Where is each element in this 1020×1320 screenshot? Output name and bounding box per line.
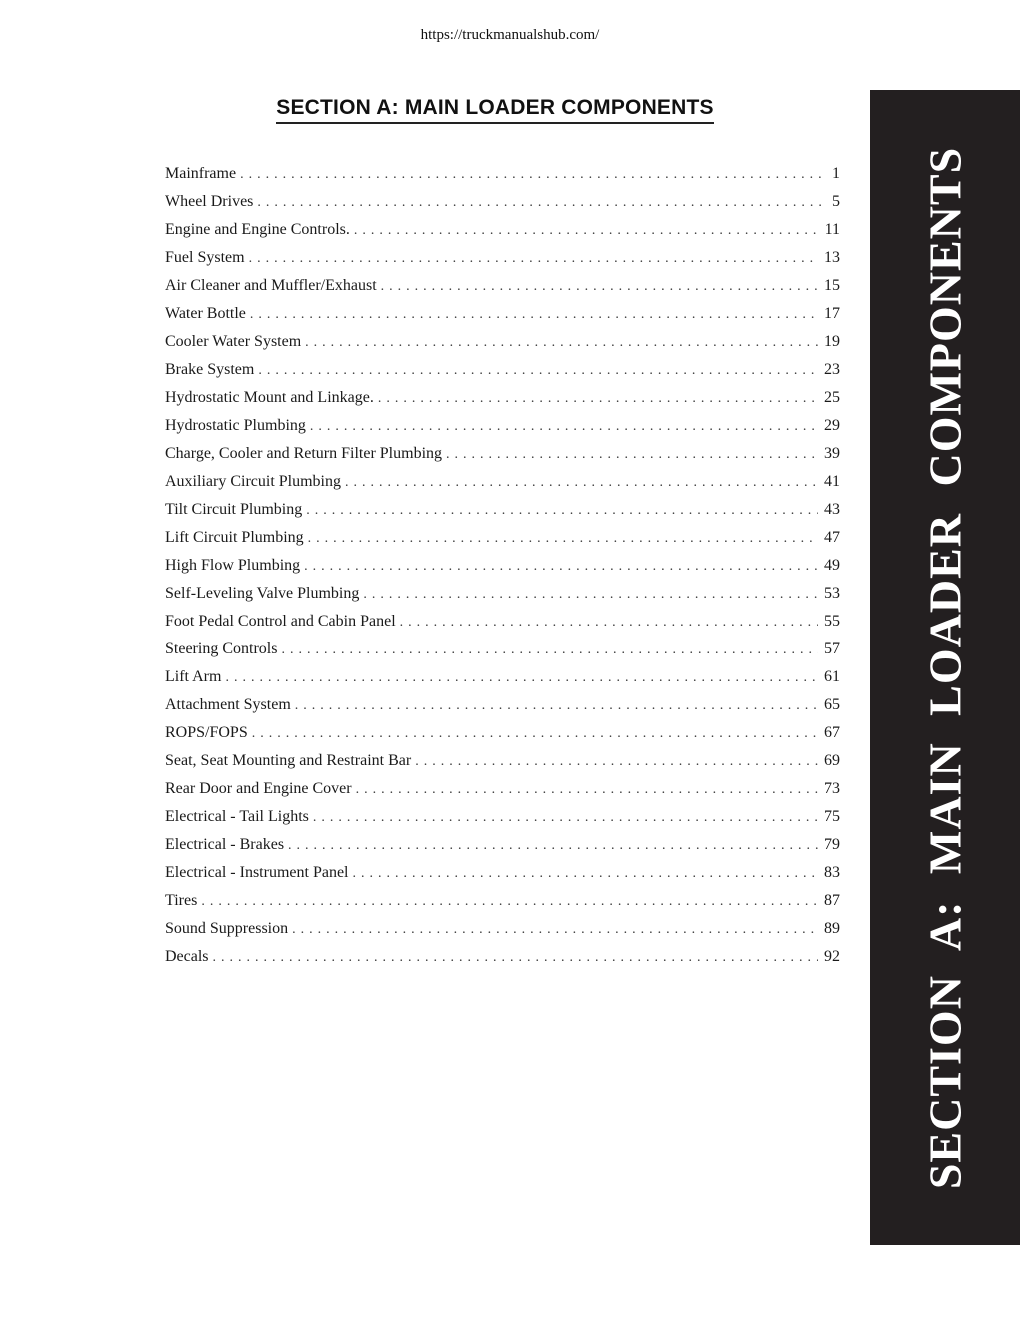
toc-entry[interactable] xyxy=(165,496,840,524)
toc-entry-page-number: 61 xyxy=(824,668,840,686)
toc-entry[interactable] xyxy=(165,440,840,468)
toc-entry-title: Water Bottle xyxy=(165,304,246,322)
toc-entry-page-number: 79 xyxy=(824,836,840,854)
toc-entry-page-number: 19 xyxy=(824,332,840,350)
toc-dot-leader xyxy=(313,804,818,831)
toc-entry[interactable] xyxy=(165,831,840,859)
toc-dot-leader xyxy=(213,944,818,971)
toc-dot-leader xyxy=(356,776,818,803)
section-title-text: SECTION A: MAIN LOADER COMPONENTS xyxy=(276,96,714,124)
toc-entry[interactable] xyxy=(165,803,840,831)
toc-entry-title: Engine and Engine Controls. xyxy=(165,220,350,238)
toc-entry-page-number: 75 xyxy=(824,808,840,826)
toc-dot-leader xyxy=(201,888,818,915)
toc-dot-leader xyxy=(306,497,818,524)
source-url: https://truckmanualshub.com/ xyxy=(420,27,600,43)
toc-entry-page-number: 89 xyxy=(824,920,840,938)
toc-entry-page-number: 13 xyxy=(824,248,840,266)
toc-dot-leader xyxy=(292,916,818,943)
toc-entry-page-number: 17 xyxy=(824,304,840,322)
toc-entry[interactable] xyxy=(165,412,840,440)
toc-dot-leader xyxy=(308,525,818,552)
toc-entry-title: Wheel Drives xyxy=(165,192,254,210)
table-of-contents xyxy=(165,160,840,971)
toc-dot-leader xyxy=(363,581,818,608)
toc-entry[interactable] xyxy=(165,300,840,328)
toc-entry-title: Steering Controls xyxy=(165,640,278,658)
toc-entry-page-number: 55 xyxy=(824,612,840,630)
toc-entry[interactable] xyxy=(165,663,840,691)
toc-dot-leader xyxy=(257,189,826,216)
toc-entry-title: ROPS/FOPS xyxy=(165,724,248,742)
toc-entry[interactable] xyxy=(165,524,840,552)
toc-entry[interactable] xyxy=(165,747,840,775)
toc-entry-page-number: 39 xyxy=(824,444,840,462)
toc-dot-leader xyxy=(446,441,818,468)
toc-entry[interactable] xyxy=(165,719,840,747)
toc-entry-page-number: 15 xyxy=(824,276,840,294)
toc-dot-leader xyxy=(295,692,818,719)
toc-entry[interactable] xyxy=(165,943,840,971)
toc-entry-title: Brake System xyxy=(165,360,255,378)
toc-entry[interactable] xyxy=(165,859,840,887)
toc-dot-leader xyxy=(352,860,818,887)
toc-entry[interactable] xyxy=(165,160,840,188)
toc-entry[interactable] xyxy=(165,244,840,272)
toc-entry-title: Hydrostatic Plumbing xyxy=(165,416,306,434)
section-side-tab xyxy=(870,90,1020,1245)
toc-dot-leader xyxy=(281,636,818,663)
toc-entry[interactable] xyxy=(165,328,840,356)
toc-entry-page-number: 53 xyxy=(824,584,840,602)
toc-entry-title: Lift Circuit Plumbing xyxy=(165,528,304,546)
toc-entry-title: Foot Pedal Control and Cabin Panel xyxy=(165,612,396,630)
toc-dot-leader xyxy=(378,385,818,412)
toc-entry-title: Decals xyxy=(165,948,209,966)
toc-entry[interactable] xyxy=(165,384,840,412)
toc-dot-leader xyxy=(304,553,818,580)
toc-entry-page-number: 23 xyxy=(824,360,840,378)
toc-entry-title: Hydrostatic Mount and Linkage. xyxy=(165,388,374,406)
toc-entry-title: Mainframe xyxy=(165,165,237,182)
toc-dot-leader xyxy=(381,273,818,300)
toc-entry-page-number: 87 xyxy=(824,892,840,910)
toc-dot-leader xyxy=(345,469,818,496)
toc-entry-page-number: 41 xyxy=(824,472,840,490)
toc-entry-page-number: 47 xyxy=(824,528,840,546)
toc-entry-title: Cooler Water System xyxy=(165,332,302,350)
toc-entry-title: Electrical - Tail Lights xyxy=(165,808,309,826)
toc-entry-title: High Flow Plumbing xyxy=(165,556,301,574)
toc-entry[interactable] xyxy=(165,691,840,719)
toc-entry-page-number: 92 xyxy=(824,948,840,966)
toc-entry-title: Air Cleaner and Muffler/Exhaust xyxy=(165,276,377,294)
toc-dot-leader xyxy=(240,161,826,188)
toc-dot-leader xyxy=(310,413,818,440)
toc-entry[interactable] xyxy=(165,188,840,216)
toc-entry-page-number: 67 xyxy=(824,724,840,742)
toc-entry-page-number: 11 xyxy=(824,220,840,238)
toc-entry[interactable] xyxy=(165,216,840,244)
toc-dot-leader xyxy=(225,664,818,691)
toc-dot-leader xyxy=(354,217,819,244)
toc-dot-leader xyxy=(252,720,818,747)
toc-entry-title: Attachment System xyxy=(165,696,291,714)
section-title xyxy=(0,96,990,124)
toc-entry-page-number: 73 xyxy=(824,780,840,798)
toc-entry-title: Sound Suppression xyxy=(165,920,289,938)
toc-entry-title: Lift Arm xyxy=(165,668,222,686)
toc-entry-page-number: 29 xyxy=(824,416,840,434)
toc-entry-title: Rear Door and Engine Cover xyxy=(165,780,352,798)
toc-dot-leader xyxy=(305,329,818,356)
toc-entry-page-number: 49 xyxy=(824,556,840,574)
toc-entry-page-number: 69 xyxy=(824,752,840,770)
toc-entry-title: Tires xyxy=(165,892,198,910)
toc-entry[interactable] xyxy=(165,608,840,636)
toc-entry[interactable] xyxy=(165,915,840,943)
toc-entry-title: Self-Leveling Valve Plumbing xyxy=(165,584,360,602)
toc-entry-title: Charge, Cooler and Return Filter Plumbing xyxy=(165,444,443,462)
toc-dot-leader xyxy=(250,301,818,328)
section-side-tab-label: SECTION A: MAIN LOADER COMPONENTS xyxy=(919,146,971,1189)
toc-entry-title: Electrical - Brakes xyxy=(165,836,285,854)
toc-entry-title: Seat, Seat Mounting and Restraint Bar xyxy=(165,752,412,770)
toc-entry-title: Tilt Circuit Plumbing xyxy=(165,500,303,518)
toc-entry[interactable] xyxy=(165,552,840,580)
toc-entry-page-number: 57 xyxy=(824,640,840,658)
toc-entry-page-number: 5 xyxy=(832,192,840,210)
toc-dot-leader xyxy=(249,245,818,272)
toc-dot-leader xyxy=(288,832,818,859)
toc-entry[interactable] xyxy=(165,635,840,663)
toc-entry-page-number: 1 xyxy=(832,165,840,182)
toc-entry-title: Fuel System xyxy=(165,248,245,266)
toc-entry-title: Auxiliary Circuit Plumbing xyxy=(165,472,341,490)
toc-entry[interactable] xyxy=(165,580,840,608)
toc-entry[interactable] xyxy=(165,775,840,803)
toc-entry-page-number: 83 xyxy=(824,864,840,882)
toc-dot-leader xyxy=(415,748,818,775)
toc-entry-page-number: 25 xyxy=(824,388,840,406)
toc-entry[interactable] xyxy=(165,272,840,300)
toc-entry-page-number: 65 xyxy=(824,696,840,714)
toc-entry[interactable] xyxy=(165,887,840,915)
toc-dot-leader xyxy=(400,609,818,636)
toc-entry[interactable] xyxy=(165,356,840,384)
toc-entry-title: Electrical - Instrument Panel xyxy=(165,864,349,882)
toc-dot-leader xyxy=(258,357,818,384)
toc-entry[interactable] xyxy=(165,468,840,496)
toc-entry-page-number: 43 xyxy=(824,500,840,518)
